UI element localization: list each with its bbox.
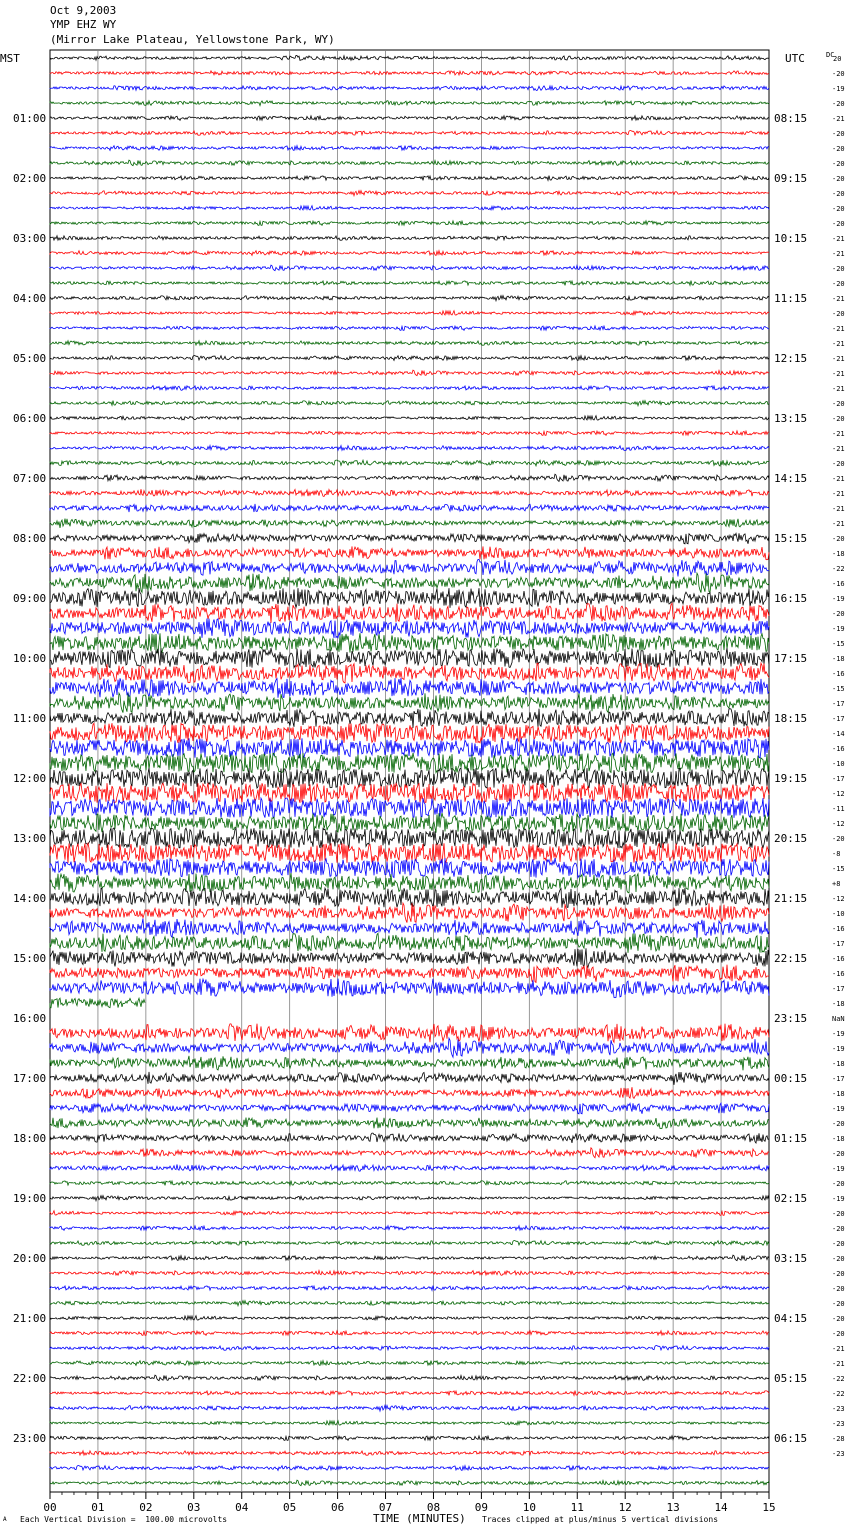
- dc-offset-label: -17: [832, 775, 845, 783]
- dc-offset-label: -23: [832, 1405, 845, 1413]
- dc-offset-label: -16: [832, 580, 845, 588]
- dc-offset-label: -20: [832, 100, 845, 108]
- x-tick-label: 06: [330, 1501, 345, 1514]
- dc-offset-label: -16: [832, 970, 845, 978]
- dc-offset-label: -20: [832, 835, 845, 843]
- mst-hour-label: 23:00: [13, 1432, 47, 1445]
- dc-offset-label: -19: [832, 1045, 845, 1053]
- dc-label: DC: [826, 51, 835, 59]
- trace-line: [50, 1451, 769, 1455]
- trace-line: [50, 753, 769, 773]
- trace-line: [50, 933, 769, 953]
- dc-offset-label: -17: [832, 715, 845, 723]
- mst-hour-label: 19:00: [13, 1192, 47, 1205]
- dc-offset-label: +8: [832, 880, 841, 888]
- trace-line: [50, 71, 769, 75]
- dc-offset-label: -23: [832, 1450, 845, 1458]
- trace-line: [50, 533, 769, 544]
- trace-line: [50, 460, 769, 466]
- dc-offset-label: -20: [832, 1255, 845, 1263]
- dc-offset-label: -20: [832, 280, 845, 288]
- trace-line: [50, 723, 769, 743]
- dc-offset-label: -20: [832, 1240, 845, 1248]
- x-tick-label: 08: [426, 1501, 441, 1514]
- dc-offset-label: -20: [832, 310, 845, 318]
- utc-hour-label: 05:15: [774, 1372, 808, 1385]
- dc-offset-label: -21: [832, 505, 845, 513]
- trace-line: [50, 813, 769, 833]
- trace-line: [50, 1286, 769, 1291]
- trace-line: [50, 146, 769, 151]
- dc-offset-label: NaN: [832, 1015, 845, 1023]
- dc-offset-label: -20: [832, 205, 845, 213]
- x-tick-label: 09: [474, 1501, 489, 1514]
- dc-offset-label: -17: [832, 940, 845, 948]
- dc-offset-label: -21: [832, 475, 845, 483]
- trace-line: [50, 768, 769, 788]
- utc-hour-label: 00:15: [774, 1072, 808, 1085]
- dc-offset-label: -20: [832, 1330, 845, 1338]
- dc-offset-label: -18: [832, 1135, 845, 1143]
- trace-line: [50, 236, 769, 240]
- dc-offset-label: -10: [832, 760, 845, 768]
- dc-offset-label: -16: [832, 745, 845, 753]
- trace-line: [50, 1148, 769, 1158]
- dc-offset-label: 20: [833, 55, 842, 63]
- trace-line: [50, 903, 769, 923]
- seismic-traces: [50, 55, 769, 1485]
- dc-offset-label: -19: [832, 595, 845, 603]
- x-tick-label: 00: [43, 1501, 57, 1514]
- trace-line: [50, 131, 769, 136]
- dc-offset-label: -19: [832, 1105, 845, 1113]
- trace-line: [50, 1024, 769, 1043]
- trace-line: [50, 1087, 769, 1098]
- trace-line: [50, 573, 769, 593]
- trace-line: [50, 504, 769, 512]
- station-code: YMP EHZ WY: [50, 18, 117, 31]
- dc-offset-label: -28: [832, 1435, 845, 1443]
- time-gridlines: [50, 50, 769, 1492]
- trace-line: [50, 828, 769, 848]
- trace-line: [50, 1056, 769, 1070]
- trace-line: [50, 101, 769, 106]
- utc-hour-label: 22:15: [774, 952, 808, 965]
- trace-line: [50, 1072, 769, 1085]
- trace-line: [50, 1421, 769, 1426]
- trace-line: [50, 709, 769, 728]
- dc-offset-label: -20: [832, 1315, 845, 1323]
- trace-line: [50, 1271, 769, 1276]
- utc-hour-label: 14:15: [774, 472, 808, 485]
- utc-hour-label: 01:15: [774, 1132, 808, 1145]
- utc-hour-label: 12:15: [774, 352, 808, 365]
- utc-hour-label: 08:15: [774, 112, 808, 125]
- dc-offset-label: -15: [832, 865, 845, 873]
- trace-line: [50, 296, 769, 301]
- trace-line: [50, 176, 769, 181]
- mst-hour-label: 16:00: [13, 1012, 47, 1025]
- dc-offset-label: -22: [832, 1375, 845, 1383]
- dc-offset-label: -17: [832, 985, 845, 993]
- mst-hour-label: 01:00: [13, 112, 47, 125]
- trace-line: [50, 965, 769, 983]
- x-tick-label: 04: [235, 1501, 249, 1514]
- dc-offset-label: -19: [832, 625, 845, 633]
- dc-offset-label: -19: [832, 1195, 845, 1203]
- mst-hour-label: 22:00: [13, 1372, 47, 1385]
- dc-offset-label: -18: [832, 1000, 845, 1008]
- mst-hour-label: 14:00: [13, 892, 47, 905]
- mst-hour-label: 02:00: [13, 172, 47, 185]
- dc-offset-label: -20: [832, 1270, 845, 1278]
- mst-hour-label: 05:00: [13, 352, 47, 365]
- trace-line: [50, 1391, 769, 1396]
- mst-hour-label: 18:00: [13, 1132, 47, 1145]
- trace-line: [50, 998, 145, 1008]
- trace-line: [50, 370, 769, 376]
- trace-line: [50, 116, 769, 121]
- trace-line: [50, 1375, 769, 1381]
- trace-line: [50, 1316, 769, 1321]
- dc-offset-label: -21: [832, 250, 845, 258]
- x-tick-label: 15: [762, 1501, 776, 1514]
- station-location: (Mirror Lake Plateau, Yellowstone Park, WY): [50, 33, 335, 46]
- trace-line: [50, 1118, 769, 1129]
- trace-line: [50, 1196, 769, 1201]
- dc-offset-label: -20: [832, 1180, 845, 1188]
- dc-offset-label: -21: [832, 115, 845, 123]
- trace-line: [50, 619, 769, 639]
- x-tick-label: 01: [91, 1501, 105, 1514]
- trace-line: [50, 1436, 769, 1441]
- utc-hour-label: 15:15: [774, 532, 808, 545]
- dc-offset-label: -16: [832, 955, 845, 963]
- trace-line: [50, 1181, 769, 1186]
- dc-offset-label: -20: [832, 460, 845, 468]
- dc-offset-label: -20: [832, 1225, 845, 1233]
- dc-offset-label: -21: [832, 340, 845, 348]
- dc-offset-label: -19: [832, 1165, 845, 1173]
- dc-offset-label: -20: [832, 145, 845, 153]
- utc-hour-label: 09:15: [774, 172, 808, 185]
- mst-hour-label: 21:00: [13, 1312, 47, 1325]
- clip-note: Traces clipped at plus/minus 5 vertical divisions: [482, 1515, 719, 1524]
- dc-offset-label: -21: [832, 235, 845, 243]
- mst-hour-label: 11:00: [13, 712, 47, 725]
- dc-offset-label: -20: [832, 535, 845, 543]
- trace-line: [50, 1165, 769, 1172]
- trace-line: [50, 678, 769, 698]
- mst-hour-label: 12:00: [13, 772, 47, 785]
- trace-line: [50, 431, 769, 435]
- corner-mark: A: [3, 1516, 7, 1523]
- dc-offset-label: -21: [832, 430, 845, 438]
- dc-offset-label: -15: [832, 640, 845, 648]
- utc-hour-label: 16:15: [774, 592, 808, 605]
- dc-offset-label: -18: [832, 550, 845, 558]
- dc-offset-label: -18: [832, 655, 845, 663]
- trace-line: [50, 265, 769, 271]
- trace-line: [50, 888, 769, 908]
- trace-line: [50, 221, 769, 226]
- trace-line: [50, 663, 769, 683]
- mst-hour-label: 13:00: [13, 832, 47, 845]
- trace-line: [50, 311, 769, 316]
- mst-hour-label: 17:00: [13, 1072, 47, 1085]
- dc-offset-label: -20: [832, 610, 845, 618]
- trace-line: [50, 1038, 769, 1057]
- dc-offset-label: -10: [832, 910, 845, 918]
- trace-line: [50, 546, 769, 559]
- trace-line: [50, 1255, 769, 1261]
- mst-hour-label: 06:00: [13, 412, 47, 425]
- dc-offset-label: -15: [832, 685, 845, 693]
- utc-hour-label: 02:15: [774, 1192, 808, 1205]
- trace-line: [50, 191, 769, 196]
- dc-offset-label: -8: [832, 850, 841, 858]
- trace-line: [50, 86, 769, 91]
- dc-offset-label: -20: [832, 1120, 845, 1128]
- trace-line: [50, 919, 769, 938]
- dc-offset-label: -11: [832, 805, 845, 813]
- mst-hour-label: 08:00: [13, 532, 47, 545]
- trace-line: [50, 489, 769, 496]
- dc-offset-label: -20: [832, 1150, 845, 1158]
- mst-hour-label: 20:00: [13, 1252, 47, 1265]
- trace-line: [50, 979, 769, 998]
- scale-note: Each Vertical Division = 100.00 microvolts: [20, 1515, 228, 1524]
- utc-hour-label: 19:15: [774, 772, 808, 785]
- mst-hour-label: 03:00: [13, 232, 47, 245]
- trace-line: [50, 858, 769, 878]
- x-tick-label: 02: [139, 1501, 153, 1514]
- dc-offset-label: -20: [832, 1210, 845, 1218]
- trace-line: [50, 1103, 769, 1114]
- dc-offset-label: -12: [832, 820, 845, 828]
- trace-line: [50, 386, 769, 391]
- x-tick-label: 14: [714, 1501, 728, 1514]
- trace-line: [50, 1133, 769, 1143]
- dc-offset-label: -20: [832, 190, 845, 198]
- x-tick-label: 13: [666, 1501, 680, 1514]
- x-axis-title: TIME (MINUTES): [373, 1512, 466, 1525]
- trace-line: [50, 55, 769, 60]
- dc-offset-label: -21: [832, 385, 845, 393]
- utc-hour-label: 23:15: [774, 1012, 808, 1025]
- trace-line: [50, 341, 769, 345]
- trace-line: [50, 798, 769, 818]
- x-tick-label: 11: [570, 1501, 584, 1514]
- trace-line: [50, 251, 769, 256]
- plot-frame: [50, 50, 769, 1492]
- mst-hour-label: 04:00: [13, 292, 47, 305]
- utc-hour-label: 04:15: [774, 1312, 808, 1325]
- utc-hour-label: 11:15: [774, 292, 808, 305]
- utc-hour-label: 21:15: [774, 892, 808, 905]
- trace-line: [50, 281, 769, 286]
- dc-offset-label: -22: [832, 565, 845, 573]
- trace-line: [50, 416, 769, 421]
- dc-offset-label: -22: [832, 1390, 845, 1398]
- trace-line: [50, 1405, 769, 1411]
- trace-line: [50, 356, 769, 361]
- dc-offset-label: -20: [832, 400, 845, 408]
- dc-offset-label: -21: [832, 445, 845, 453]
- trace-line: [50, 603, 769, 623]
- trace-line: [50, 160, 769, 166]
- trace-line: [50, 1346, 769, 1351]
- trace-line: [50, 474, 769, 481]
- utc-hour-label: 03:15: [774, 1252, 808, 1265]
- dc-offset-label: -20: [832, 415, 845, 423]
- dc-offset-label: -21: [832, 1360, 845, 1368]
- trace-line: [50, 738, 769, 758]
- trace-line: [50, 519, 769, 528]
- dc-offset-label: -20: [832, 220, 845, 228]
- utc-hour-label: 17:15: [774, 652, 808, 665]
- dc-offset-label: -23: [832, 1420, 845, 1428]
- dc-offset-label: -21: [832, 355, 845, 363]
- utc-axis-title: UTC: [785, 52, 805, 65]
- trace-line: [50, 948, 769, 967]
- dc-offset-label: -20: [832, 160, 845, 168]
- trace-line: [50, 873, 769, 893]
- dc-offset-label: -20: [832, 1285, 845, 1293]
- x-tick-label: 05: [283, 1501, 297, 1514]
- dc-offset-label: -17: [832, 700, 845, 708]
- dc-offset-label: -16: [832, 670, 845, 678]
- x-tick-label: 07: [378, 1501, 393, 1514]
- x-tick-label: 10: [522, 1501, 536, 1514]
- utc-hour-label: 06:15: [774, 1432, 808, 1445]
- trace-line: [50, 401, 769, 406]
- dc-offset-label: -12: [832, 790, 845, 798]
- dc-offset-label: -16: [832, 925, 845, 933]
- dc-offset-label: -20: [832, 70, 845, 78]
- x-tick-label: 12: [618, 1501, 632, 1514]
- trace-line: [50, 1226, 769, 1231]
- trace-line: [50, 1241, 769, 1246]
- dc-offset-label: -18: [832, 1060, 845, 1068]
- dc-offset-label: -20: [832, 265, 845, 273]
- dc-offset-label: -18: [832, 1090, 845, 1098]
- trace-line: [50, 1301, 769, 1306]
- dc-offset-label: -17: [832, 1075, 845, 1083]
- trace-line: [50, 648, 769, 668]
- dc-offset-label: -19: [832, 85, 845, 93]
- dc-offset-label: -21: [832, 490, 845, 498]
- dc-offset-label: -21: [832, 325, 845, 333]
- trace-line: [50, 446, 769, 451]
- dc-offset-label: -21: [832, 370, 845, 378]
- dc-offset-label: -14: [832, 730, 845, 738]
- trace-line: [50, 326, 769, 330]
- dc-offset-label: -21: [832, 520, 845, 528]
- trace-line: [50, 559, 769, 576]
- utc-hour-label: 18:15: [774, 712, 808, 725]
- dc-offset-label: -21: [832, 1345, 845, 1353]
- trace-line: [50, 1361, 769, 1366]
- trace-line: [50, 1331, 769, 1336]
- utc-hour-label: 20:15: [774, 832, 808, 845]
- utc-hour-label: 10:15: [774, 232, 808, 245]
- chart-date: Oct 9,2003: [50, 4, 117, 17]
- x-tick-label: 03: [187, 1501, 201, 1514]
- mst-hour-label: 07:00: [13, 472, 47, 485]
- dc-offset-label: -20: [832, 175, 845, 183]
- trace-line: [50, 1466, 769, 1471]
- mst-hour-label: 10:00: [13, 652, 47, 665]
- mst-hour-label: 09:00: [13, 592, 47, 605]
- dc-offset-label: -20: [832, 130, 845, 138]
- dc-offset-label: -20: [832, 1300, 845, 1308]
- mst-hour-label: 15:00: [13, 952, 47, 965]
- mst-axis-title: MST: [0, 52, 20, 65]
- trace-line: [50, 1211, 769, 1216]
- trace-line: [50, 1480, 769, 1486]
- dc-offset-label: -12: [832, 895, 845, 903]
- dc-offset-label: -19: [832, 1030, 845, 1038]
- dc-offset-label: -21: [832, 295, 845, 303]
- utc-hour-label: 13:15: [774, 412, 808, 425]
- trace-line: [50, 206, 769, 211]
